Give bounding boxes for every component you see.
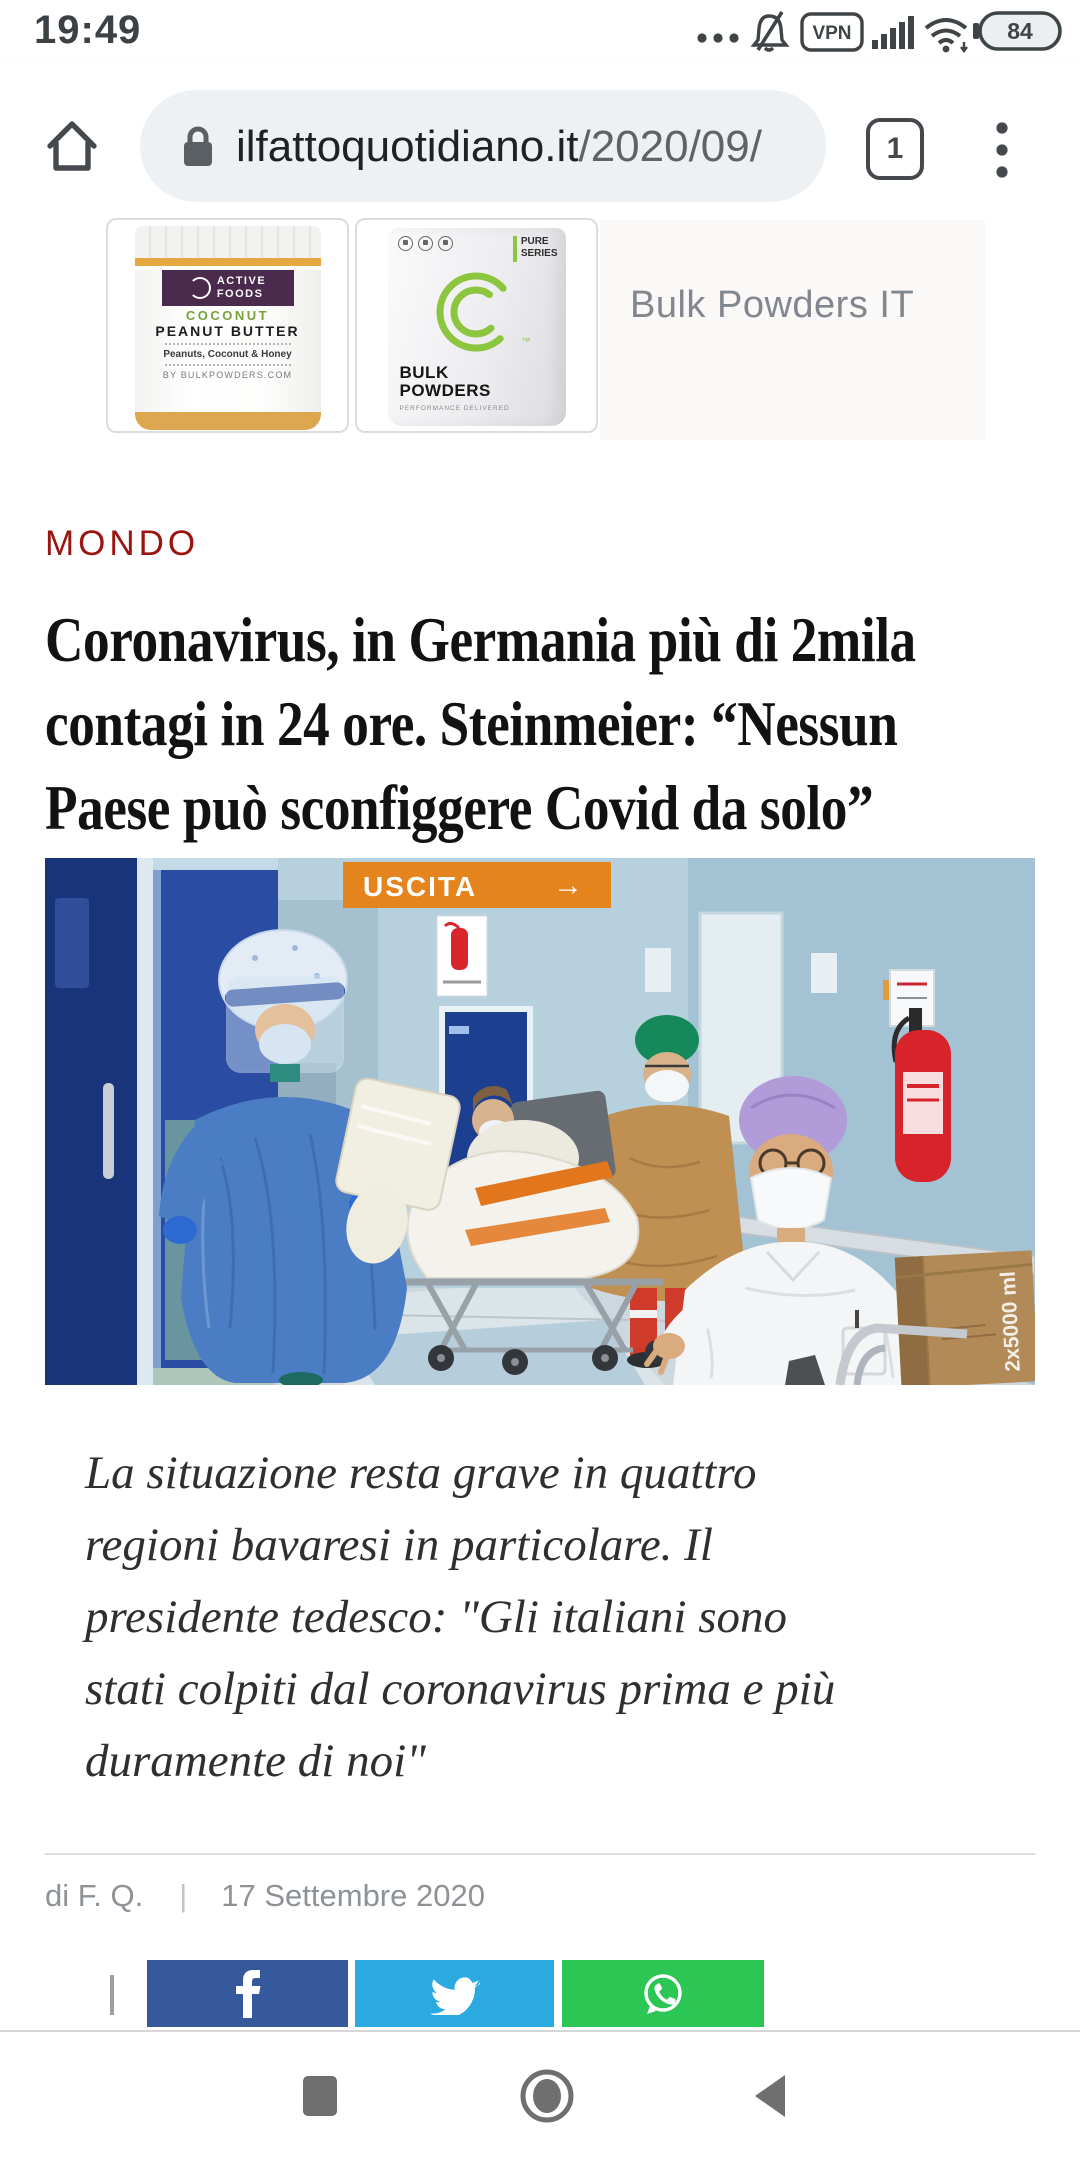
tab-switcher-button[interactable] <box>866 118 924 180</box>
active-foods-badge: ACTIVE FOODS <box>162 270 294 306</box>
article-byline <box>45 1878 485 1914</box>
ad-advertiser-panel[interactable] <box>600 220 985 440</box>
status-bar <box>0 0 1080 62</box>
share-facebook-button[interactable] <box>147 1960 348 2027</box>
article-category[interactable]: MONDO <box>45 524 200 563</box>
bulk-powders-wordmark: BULK POWDERS <box>399 363 491 401</box>
signal-strength-icon <box>872 14 916 50</box>
lock-icon <box>178 122 218 170</box>
recents-square-icon <box>302 2075 338 2117</box>
active-foods-logo-icon <box>189 277 211 299</box>
battery-icon <box>972 10 1064 52</box>
standfirst-line: La situazione resta grave in quattro <box>85 1447 757 1499</box>
bulk-powders-tagline: PERFORMANCE DELIVERED <box>399 405 510 412</box>
standfirst-line: presidente tedesco: "Gli italiani sono <box>85 1591 787 1643</box>
article-headline <box>45 598 1038 850</box>
pure-series-badge: PURE SERIES <box>513 236 558 262</box>
more-notifications-icon <box>696 28 744 48</box>
facebook-icon <box>235 1970 261 2018</box>
browser-toolbar <box>0 62 1080 218</box>
headline-line: Coronavirus, in Germania più di 2mila <box>45 605 916 675</box>
byline-separator: | <box>179 1878 188 1913</box>
url-bar[interactable] <box>140 90 826 202</box>
bulk-powders-logo-icon <box>426 262 526 362</box>
cardboard-box <box>895 1250 1035 1385</box>
article-hero-image <box>45 858 1035 1385</box>
share-whatsapp-button[interactable] <box>562 1960 764 2027</box>
product-byline: BY BULKPOWDERS.COM <box>162 370 293 381</box>
url-path: /2020/09/ <box>578 122 762 171</box>
clock: 19:49 <box>34 8 142 52</box>
share-separator-bar <box>110 1975 114 2015</box>
svg-text:84: 84 <box>1007 18 1033 44</box>
headline-line: contagi in 24 ore. Steinmeier: “Nessun <box>45 689 898 759</box>
tab-count: 1 <box>886 132 904 165</box>
svg-text:USCITA: USCITA <box>363 871 478 902</box>
divider <box>45 1853 1035 1855</box>
kebab-menu-icon[interactable] <box>990 120 1014 180</box>
byline-date: 17 Settembre 2020 <box>221 1878 485 1913</box>
mute-bell-icon <box>746 10 792 54</box>
byline-author[interactable]: di F. Q. <box>45 1878 144 1913</box>
home-circle-icon <box>519 2068 575 2124</box>
whatsapp-icon <box>640 1971 686 2017</box>
ad-banner[interactable] <box>0 218 1080 440</box>
home-icon[interactable] <box>44 116 100 176</box>
wifi-icon <box>922 12 974 56</box>
article-standfirst <box>85 1437 1035 1797</box>
svg-text:2x5000 ml: 2x5000 ml <box>996 1270 1025 1373</box>
nav-recents-button[interactable] <box>260 2032 380 2160</box>
bulk-powders-pouch-image: PURE SERIES ™ BULK POWDERS PERFORMANCE DELIVERED <box>388 228 566 426</box>
share-twitter-button[interactable] <box>355 1960 554 2027</box>
product-subtitle: Peanuts, Coconut & Honey <box>163 349 292 361</box>
back-triangle-icon <box>753 2074 787 2118</box>
headline-line: Paese può sconfiggere Covid da solo” <box>45 773 874 843</box>
uscita-exit-sign <box>343 862 611 908</box>
nav-back-button[interactable] <box>710 2032 830 2160</box>
ad-product-peanut-butter[interactable] <box>106 218 349 433</box>
ad-advertiser-name: Bulk Powders IT <box>630 284 915 326</box>
android-nav-bar <box>0 2032 1080 2160</box>
product-title-line2: PEANUT BUTTER <box>155 323 300 340</box>
peanut-butter-tub-image <box>135 226 321 430</box>
blue-door-left <box>45 858 137 1385</box>
twitter-icon <box>430 1973 480 2015</box>
standfirst-line: duramente di noi" <box>85 1735 426 1787</box>
svg-text:VPN: VPN <box>812 23 852 44</box>
url-domain: ilfattoquotidiano.it <box>236 122 579 171</box>
nav-home-button[interactable] <box>487 2032 607 2160</box>
certification-icons <box>398 236 453 251</box>
standfirst-line: regioni bavaresi in particolare. Il <box>85 1519 713 1571</box>
extinguisher-sign <box>437 916 487 996</box>
url-text <box>236 122 762 172</box>
product-title-line1: COCONUT <box>185 308 270 324</box>
standfirst-line: stati colpiti dal coronavirus prima e più <box>85 1663 836 1715</box>
ad-product-pouch[interactable] <box>355 218 598 433</box>
svg-text:→: → <box>553 869 583 902</box>
vpn-icon <box>800 12 864 52</box>
